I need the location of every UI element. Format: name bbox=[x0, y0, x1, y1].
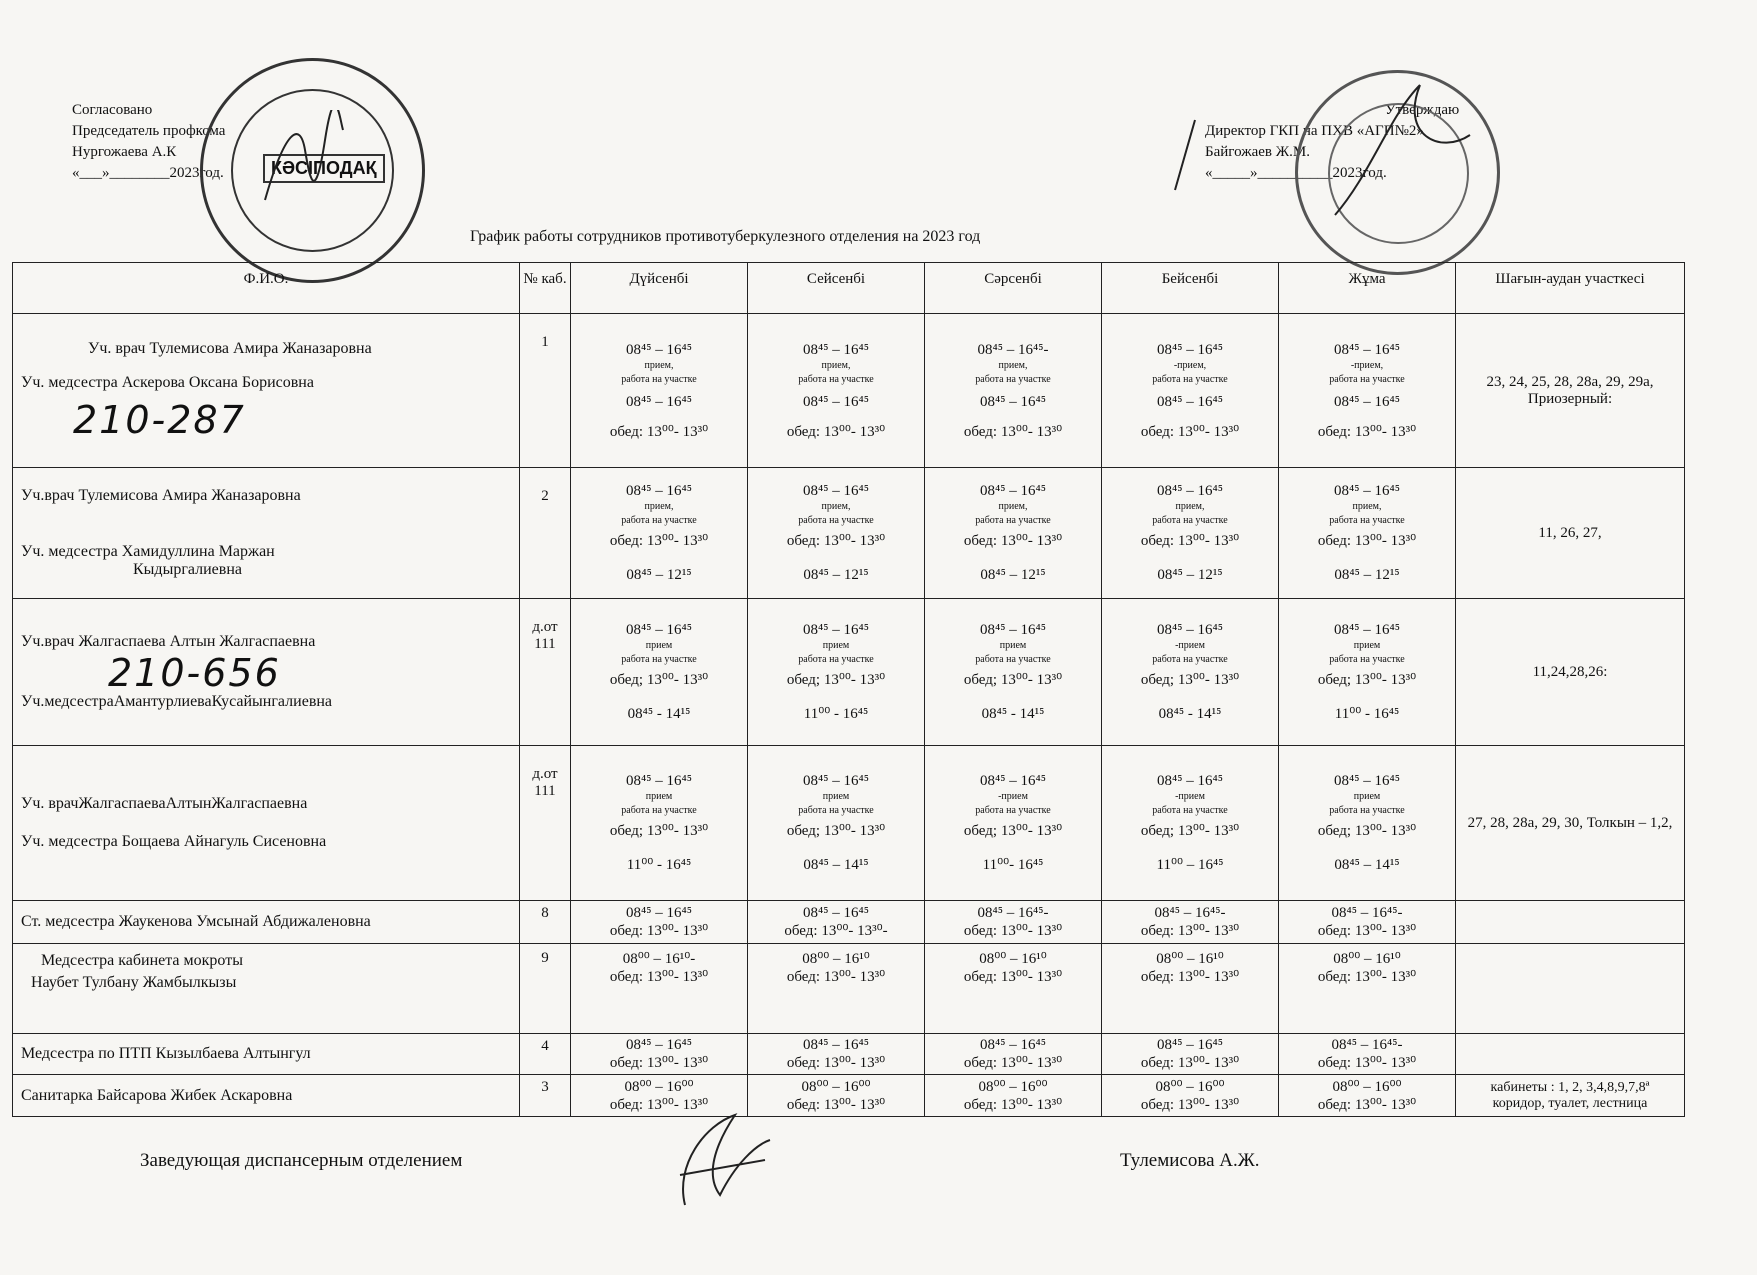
lunch-time: обед: 13⁰⁰- 13³⁰ bbox=[963, 923, 1063, 939]
time-range: 08⁴⁵ – 16⁴⁵ bbox=[626, 483, 692, 499]
duty-label: работа на участке bbox=[798, 373, 874, 385]
time-range: 11⁰⁰ - 16⁴⁵ bbox=[1334, 706, 1400, 722]
duty-label: -прием bbox=[1175, 791, 1205, 802]
staff-name: Санитарка Байсарова Жибек Аскаровна bbox=[21, 1086, 293, 1104]
table-row bbox=[13, 944, 1685, 1034]
duty-label: прием, bbox=[821, 359, 851, 371]
lunch-time: обед; 13⁰⁰- 13³⁰ bbox=[1140, 672, 1240, 688]
time-range: 08⁴⁵ – 16⁴⁵ bbox=[980, 1037, 1046, 1053]
duty-label: работа на участке bbox=[1152, 654, 1228, 665]
lunch-time: обед: 13⁰⁰- 13³⁰ bbox=[609, 533, 709, 549]
staff-name-cont: Наубет Тулбану Жамбылкызы bbox=[31, 974, 237, 991]
staff-cell bbox=[13, 1034, 520, 1075]
table-row bbox=[13, 599, 1685, 746]
duty-label: прием bbox=[822, 640, 850, 651]
day-cell bbox=[748, 599, 925, 746]
duty-label: работа на участке bbox=[975, 373, 1051, 385]
handwritten-phone: 210-656 bbox=[108, 651, 281, 695]
lunch-time: обед: 13⁰⁰- 13³⁰ bbox=[1140, 533, 1240, 549]
lunch-time: обед: 13⁰⁰- 13³⁰ bbox=[609, 1055, 709, 1071]
duty-label: работа на участке bbox=[975, 805, 1051, 816]
duty-label: прием, bbox=[998, 501, 1028, 512]
duty-label: работа на участке bbox=[1329, 805, 1405, 816]
approval-right-line4: «_____»__________2023год. bbox=[1205, 165, 1387, 181]
lunch-time: обед: 13⁰⁰- 13³⁰ bbox=[1317, 1055, 1417, 1071]
area-cell: 27, 28, 28а, 29, 30, Толкын – 1,2, bbox=[1456, 746, 1685, 901]
approval-left-line1: Согласовано bbox=[72, 102, 153, 118]
time-range: 08⁴⁵ – 16⁴⁵ bbox=[803, 773, 869, 789]
nurse-name: Уч. медсестра Хамидуллина Маржан bbox=[21, 543, 275, 560]
time-range: 08⁴⁵ - 14¹⁵ bbox=[1158, 706, 1222, 722]
table-row bbox=[13, 746, 1685, 901]
signature-footer-icon bbox=[665, 1105, 775, 1215]
day-cell bbox=[925, 468, 1102, 599]
day-cell bbox=[1102, 944, 1279, 1034]
day-cell bbox=[748, 746, 925, 901]
duty-label: прием bbox=[1353, 640, 1381, 651]
doctor-name: Уч. врач Тулемисова Амира Жаназаровна bbox=[88, 339, 372, 357]
day-cell bbox=[748, 1034, 925, 1075]
staff-cell bbox=[13, 944, 520, 1034]
lunch-time: обед: 13⁰⁰- 13³⁰ bbox=[786, 1055, 886, 1071]
time-range: 08⁰⁰ – 16¹⁰ bbox=[1333, 951, 1401, 967]
time-range: 08⁴⁵ – 16⁴⁵ bbox=[1334, 483, 1400, 499]
cabinet-cell: д.от 111 bbox=[520, 746, 571, 901]
handwritten-phone: 210-287 bbox=[73, 397, 246, 442]
day-cell bbox=[1279, 468, 1456, 599]
lunch-time: обед: 13⁰⁰- 13³⁰ bbox=[1317, 969, 1417, 985]
day-cell bbox=[925, 1034, 1102, 1075]
lunch-time: обед: 13⁰⁰- 13³⁰ bbox=[963, 969, 1063, 985]
duty-label: работа на участке bbox=[975, 515, 1051, 526]
lunch-time: обед: 13⁰⁰- 13³⁰ bbox=[786, 1096, 886, 1113]
duty-label: -прием, bbox=[1350, 359, 1384, 371]
area-cell bbox=[1456, 901, 1685, 944]
lunch-time: обед; 13⁰⁰- 13³⁰ bbox=[609, 823, 709, 839]
duty-label: работа на участке bbox=[798, 805, 874, 816]
staff-cell bbox=[13, 746, 520, 901]
day-cell bbox=[925, 599, 1102, 746]
duty-label: прием, bbox=[1175, 501, 1205, 512]
day-cell bbox=[1102, 901, 1279, 944]
time-range: 08⁴⁵ – 16⁴⁵- bbox=[1331, 1037, 1403, 1053]
day-cell bbox=[748, 944, 925, 1034]
time-range: 08⁴⁵ – 12¹⁵ bbox=[626, 567, 692, 583]
day-cell bbox=[1279, 1034, 1456, 1075]
time-range: 08⁴⁵ – 16⁴⁵- bbox=[1331, 905, 1403, 921]
doctor-name: Уч.врач Тулемисова Амира Жаназаровна bbox=[21, 487, 301, 504]
header-name: Ф.И.О. bbox=[13, 263, 520, 314]
time-range: 08⁴⁵ – 16⁴⁵- bbox=[1154, 905, 1226, 921]
signature-stroke-icon bbox=[1170, 115, 1200, 195]
staff-cell bbox=[13, 468, 520, 599]
lunch-time: обед: 13⁰⁰- 13³⁰ bbox=[1140, 923, 1240, 939]
lunch-time: обед: 13⁰⁰- 13³⁰ bbox=[786, 423, 886, 440]
day-cell bbox=[748, 314, 925, 468]
area-cell bbox=[1456, 944, 1685, 1034]
duty-label: работа на участке bbox=[975, 654, 1051, 665]
time-range: 08⁴⁵ – 16⁴⁵ bbox=[980, 622, 1046, 638]
duty-label: прием bbox=[999, 640, 1027, 651]
approval-right-line3: Байгожаев Ж.М. bbox=[1205, 144, 1310, 160]
table-header-row bbox=[13, 263, 1685, 314]
doctor-name: Уч. врачЖалгаспаеваАлтынЖалгаспаевна bbox=[21, 795, 308, 812]
staff-name: Ст. медсестра Жаукенова Умсынай Абдижаленовна bbox=[21, 913, 371, 930]
lunch-time: обед: 13⁰⁰- 13³⁰ bbox=[1317, 1096, 1417, 1113]
staff-cell bbox=[13, 1075, 520, 1117]
duty-label: прием bbox=[822, 791, 850, 802]
approval-left-line2: Председатель профкома bbox=[72, 123, 226, 139]
day-cell bbox=[571, 599, 748, 746]
day-cell bbox=[925, 746, 1102, 901]
day-cell bbox=[1279, 746, 1456, 901]
table-row bbox=[13, 314, 1685, 468]
time-range: 08⁴⁵ – 16⁴⁵ bbox=[626, 905, 692, 921]
lunch-time: обед: 13⁰⁰- 13³⁰ bbox=[609, 923, 709, 939]
lunch-time: обед; 13⁰⁰- 13³⁰ bbox=[786, 823, 886, 839]
time-range: 08⁴⁵ – 14¹⁵ bbox=[1334, 857, 1400, 873]
day-cell bbox=[1102, 1034, 1279, 1075]
lunch-time: обед: 13⁰⁰- 13³⁰ bbox=[786, 969, 886, 985]
staff-cell bbox=[13, 901, 520, 944]
nurse-name: Уч. медсестра Аскерова Оксана Борисовна bbox=[21, 373, 314, 391]
time-range: 08⁰⁰ – 16⁰⁰ bbox=[1332, 1078, 1402, 1095]
lunch-time: обед; 13⁰⁰- 13³⁰ bbox=[963, 823, 1063, 839]
time-range: 08⁰⁰ – 16⁰⁰ bbox=[801, 1078, 871, 1095]
duty-label: работа на участке bbox=[1329, 515, 1405, 526]
day-cell bbox=[1279, 599, 1456, 746]
time-range: 08⁴⁵ – 16⁴⁵ bbox=[626, 1037, 692, 1053]
footer-name: Тулемисова А.Ж. bbox=[1120, 1150, 1260, 1171]
staff-cell bbox=[13, 599, 520, 746]
duty-label: прием, bbox=[821, 501, 851, 512]
approval-left-line4: «___»________2023год. bbox=[72, 165, 224, 181]
lunch-time: обед: 13⁰⁰- 13³⁰ bbox=[1140, 1055, 1240, 1071]
lunch-time: обед: 13⁰⁰- 13³⁰- bbox=[784, 923, 888, 939]
lunch-time: обед: 13⁰⁰- 13³⁰ bbox=[1317, 423, 1417, 440]
table-row bbox=[13, 1034, 1685, 1075]
time-range: 08⁰⁰ – 16⁰⁰ bbox=[624, 1078, 694, 1095]
approval-right-line1: Утверждаю bbox=[1385, 102, 1460, 118]
day-cell bbox=[925, 901, 1102, 944]
time-range: 08⁴⁵ – 16⁴⁵ bbox=[1334, 773, 1400, 789]
header-tuesday: Сейсенбі bbox=[748, 263, 925, 314]
time-range: 08⁴⁵ - 14¹⁵ bbox=[627, 706, 691, 722]
time-range: 08⁴⁵ – 16⁴⁵ bbox=[803, 483, 869, 499]
time-range: 08⁰⁰ – 16¹⁰ bbox=[979, 951, 1047, 967]
time-range: 11⁰⁰- 16⁴⁵ bbox=[982, 857, 1044, 873]
nurse-name: Уч.медсестраАмантурлиеваКусайынгалиевна bbox=[21, 693, 333, 710]
lunch-time: обед: 13⁰⁰- 13³⁰ bbox=[609, 1096, 709, 1113]
day-cell bbox=[748, 468, 925, 599]
time-range: 08⁴⁵ – 16⁴⁵ bbox=[1157, 341, 1223, 358]
lunch-time: обед; 13⁰⁰- 13³⁰ bbox=[963, 672, 1063, 688]
cabinet-cell: 1 bbox=[520, 314, 571, 468]
lunch-time: обед: 13⁰⁰- 13³⁰ bbox=[963, 1055, 1063, 1071]
duty-label: работа на участке bbox=[1329, 654, 1405, 665]
time-range: 08⁴⁵ – 12¹⁵ bbox=[1334, 567, 1400, 583]
day-cell bbox=[925, 944, 1102, 1034]
time-range: 08⁰⁰ – 16¹⁰- bbox=[622, 951, 696, 967]
time-range: 08⁴⁵ – 14¹⁵ bbox=[803, 857, 869, 873]
lunch-time: обед: 13⁰⁰- 13³⁰ bbox=[1317, 533, 1417, 549]
time-range: 08⁴⁵ – 16⁴⁵ bbox=[1157, 622, 1223, 638]
header-area: Шағын-аудан участкесі bbox=[1456, 263, 1685, 314]
day-cell bbox=[1279, 944, 1456, 1034]
time-range: 08⁴⁵ - 14¹⁵ bbox=[981, 706, 1045, 722]
footer-position: Заведующая диспансерным отделением bbox=[140, 1150, 463, 1171]
header-cab: № каб. bbox=[520, 263, 571, 314]
lunch-time: обед: 13⁰⁰- 13³⁰ bbox=[1317, 923, 1417, 939]
time-range: 08⁴⁵ – 16⁴⁵ bbox=[1157, 1037, 1223, 1053]
duty-label: работа на участке bbox=[621, 654, 697, 665]
cabinet-cell: 2 bbox=[520, 468, 571, 599]
time-range: 08⁴⁵ – 16⁴⁵ bbox=[803, 1037, 869, 1053]
time-range: 08⁴⁵ – 12¹⁵ bbox=[1157, 567, 1223, 583]
duty-label: -прием bbox=[1175, 640, 1205, 651]
day-cell bbox=[1102, 1075, 1279, 1117]
day-cell bbox=[571, 314, 748, 468]
day-cell bbox=[1102, 599, 1279, 746]
duty-label: прием, bbox=[644, 359, 674, 371]
time-range: 08⁴⁵ – 16⁴⁵ bbox=[803, 622, 869, 638]
time-range: 08⁴⁵ – 16⁴⁵ bbox=[1334, 341, 1400, 358]
time-range: 08⁴⁵ – 16⁴⁵ bbox=[803, 341, 869, 358]
lunch-time: обед: 13⁰⁰- 13³⁰ bbox=[1140, 1096, 1240, 1113]
time-range: 08⁴⁵ – 16⁴⁵ bbox=[626, 773, 692, 789]
time-range: 08⁴⁵ – 12¹⁵ bbox=[803, 567, 869, 583]
doctor-name: Уч.врач Жалгаспаева Алтын Жалгаспаевна bbox=[21, 633, 316, 650]
time-range: 08⁴⁵ – 16⁴⁵- bbox=[977, 905, 1049, 921]
table-row bbox=[13, 901, 1685, 944]
duty-label: прием bbox=[645, 791, 673, 802]
duty-label: прием, bbox=[644, 501, 674, 512]
time-range: 08⁴⁵ – 16⁴⁵ bbox=[1334, 393, 1400, 410]
duty-label: работа на участке bbox=[621, 805, 697, 816]
time-range: 08⁴⁵ – 12¹⁵ bbox=[980, 567, 1046, 583]
cabinet-cell: 4 bbox=[520, 1034, 571, 1075]
time-range: 08⁴⁵ – 16⁴⁵ bbox=[980, 483, 1046, 499]
approval-left-line3: Нургожаева А.К bbox=[72, 144, 177, 160]
nurse-name: Уч. медсестра Бощаева Айнагуль Сисеновна bbox=[21, 833, 327, 850]
area-cell: 23, 24, 25, 28, 28а, 29, 29а, Приозерный: bbox=[1456, 314, 1685, 468]
day-cell bbox=[1279, 314, 1456, 468]
cabinet-cell: 9 bbox=[520, 944, 571, 1034]
time-range: 08⁴⁵ – 16⁴⁵ bbox=[1157, 773, 1223, 789]
day-cell bbox=[571, 901, 748, 944]
duty-label: прием, bbox=[1352, 501, 1382, 512]
lunch-time: обед; 13⁰⁰- 13³⁰ bbox=[609, 672, 709, 688]
duty-label: прием, bbox=[998, 359, 1028, 371]
duty-label: работа на участке bbox=[1329, 373, 1405, 385]
day-cell bbox=[1102, 468, 1279, 599]
signature-right-icon bbox=[1330, 75, 1480, 225]
duty-label: работа на участке bbox=[1152, 805, 1228, 816]
day-cell bbox=[1279, 1075, 1456, 1117]
header-wednesday: Сәрсенбі bbox=[925, 263, 1102, 314]
time-range: 08⁰⁰ – 16¹⁰ bbox=[1156, 951, 1224, 967]
area-cell: 11,24,28,26: bbox=[1456, 599, 1685, 746]
lunch-time: обед: 13⁰⁰- 13³⁰ bbox=[786, 533, 886, 549]
time-range: 08⁴⁵ – 16⁴⁵ bbox=[1157, 483, 1223, 499]
page-title: График работы сотрудников противотуберкулезного отделения на 2023 год bbox=[470, 228, 981, 245]
time-range: 11⁰⁰ – 16⁴⁵ bbox=[1156, 857, 1224, 873]
time-range: 08⁴⁵ – 16⁴⁵ bbox=[626, 341, 692, 358]
lunch-time: обед: 13⁰⁰- 13³⁰ bbox=[609, 423, 709, 440]
header-monday: Дүйсенбі bbox=[571, 263, 748, 314]
time-range: 08⁴⁵ – 16⁴⁵ bbox=[803, 393, 869, 410]
signature-left-icon bbox=[255, 110, 345, 210]
duty-label: работа на участке bbox=[621, 515, 697, 526]
lunch-time: обед; 13⁰⁰- 13³⁰ bbox=[1317, 672, 1417, 688]
time-range: 11⁰⁰ - 16⁴⁵ bbox=[803, 706, 869, 722]
lunch-time: обед: 13⁰⁰- 13³⁰ bbox=[1140, 969, 1240, 985]
day-cell bbox=[748, 901, 925, 944]
day-cell bbox=[1102, 746, 1279, 901]
cabinet-cell: д.от 111 bbox=[520, 599, 571, 746]
day-cell bbox=[571, 468, 748, 599]
area-cell: 11, 26, 27, bbox=[1456, 468, 1685, 599]
duty-label: прием bbox=[1353, 791, 1381, 802]
cabinet-cell: 3 bbox=[520, 1075, 571, 1117]
lunch-time: обед: 13⁰⁰- 13³⁰ bbox=[963, 423, 1063, 440]
schedule-table bbox=[12, 262, 1685, 1117]
lunch-time: обед; 13⁰⁰- 13³⁰ bbox=[786, 672, 886, 688]
day-cell bbox=[571, 746, 748, 901]
time-range: 11⁰⁰ - 16⁴⁵ bbox=[626, 857, 692, 873]
duty-label: работа на участке bbox=[798, 515, 874, 526]
lunch-time: обед: 13⁰⁰- 13³⁰ bbox=[609, 969, 709, 985]
time-range: 08⁰⁰ – 16⁰⁰ bbox=[978, 1078, 1048, 1095]
day-cell bbox=[1279, 901, 1456, 944]
time-range: 08⁴⁵ – 16⁴⁵ bbox=[1157, 393, 1223, 410]
duty-label: прием bbox=[645, 640, 673, 651]
day-cell bbox=[925, 314, 1102, 468]
table-row bbox=[13, 1075, 1685, 1117]
header-thursday: Бейсенбі bbox=[1102, 263, 1279, 314]
approval-right-line2: Директор ГКП на ПХВ «АГП№2» bbox=[1205, 123, 1424, 139]
area-cell: кабинеты : 1, 2, 3,4,8,9,7,8ª коридор, туалет, лестница bbox=[1456, 1075, 1685, 1117]
duty-label: работа на участке bbox=[1152, 373, 1228, 385]
time-range: 08⁴⁵ – 16⁴⁵ bbox=[626, 393, 692, 410]
nurse-name-cont: Кыдыргалиевна bbox=[133, 561, 242, 578]
time-range: 08⁴⁵ – 16⁴⁵ bbox=[803, 905, 869, 921]
time-range: 08⁴⁵ – 16⁴⁵ bbox=[626, 622, 692, 638]
table-row bbox=[13, 468, 1685, 599]
time-range: 08⁰⁰ – 16⁰⁰ bbox=[1155, 1078, 1225, 1095]
area-cell bbox=[1456, 1034, 1685, 1075]
day-cell bbox=[571, 1034, 748, 1075]
day-cell bbox=[925, 1075, 1102, 1117]
lunch-time: обед: 13⁰⁰- 13³⁰ bbox=[1140, 423, 1240, 440]
cabinet-cell: 8 bbox=[520, 901, 571, 944]
time-range: 08⁴⁵ – 16⁴⁵ bbox=[980, 393, 1046, 410]
staff-name: Медсестра кабинета мокроты bbox=[41, 952, 243, 969]
lunch-time: обед: 13⁰⁰- 13³⁰ bbox=[963, 533, 1063, 549]
time-range: 08⁰⁰ – 16¹⁰ bbox=[802, 951, 870, 967]
day-cell bbox=[571, 944, 748, 1034]
time-range: 08⁴⁵ – 16⁴⁵ bbox=[980, 773, 1046, 789]
staff-name: Медсестра по ПТП Кызылбаева Алтынгул bbox=[21, 1045, 311, 1062]
time-range: 08⁴⁵ – 16⁴⁵- bbox=[977, 341, 1049, 358]
time-range: 08⁴⁵ – 16⁴⁵ bbox=[1334, 622, 1400, 638]
staff-cell bbox=[13, 314, 520, 468]
day-cell bbox=[1102, 314, 1279, 468]
header-friday: Жұма bbox=[1279, 263, 1456, 314]
lunch-time: обед: 13⁰⁰- 13³⁰ bbox=[963, 1096, 1063, 1113]
lunch-time: обед; 13⁰⁰- 13³⁰ bbox=[1317, 823, 1417, 839]
duty-label: работа на участке bbox=[798, 654, 874, 665]
duty-label: -прием, bbox=[1173, 359, 1207, 371]
union-stamp-word: КӘСІПОДАҚ bbox=[263, 154, 385, 183]
duty-label: работа на участке bbox=[1152, 515, 1228, 526]
duty-label: -прием bbox=[998, 791, 1028, 802]
duty-label: работа на участке bbox=[621, 373, 697, 385]
lunch-time: обед; 13⁰⁰- 13³⁰ bbox=[1140, 823, 1240, 839]
